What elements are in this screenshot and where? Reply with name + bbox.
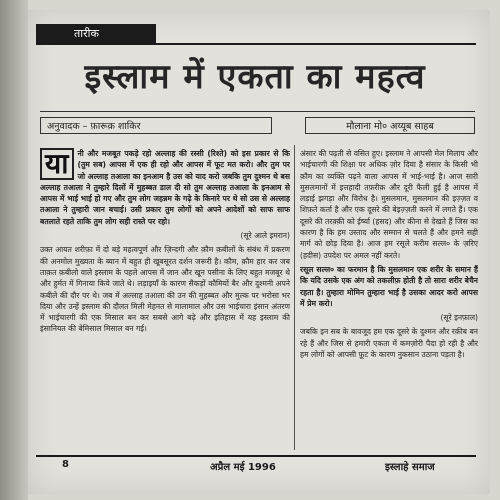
header-rule (36, 43, 476, 45)
article-paragraph: अंसार की पढ़ती से वसित हुए। इस्लाम ने आपसी मेल मिलाप और भाईचारगी की शिक्षा पर अधिक ज़ोर दिया है संसार के किसी भी क़ौम का व्यक्ति पढ़ने वाला आपस में भाई-भाई है। आज सारी मुसलमानों में इत्तहादी तफ़रीक़ और दूरी फैली हुई है आपस में लड़ाई झगड़ा और विरोध है। मुसलमान, मुसलमान की इज़्ज़त व शिफ़ते कर्ता है और एक दूसरे की बेइज़्ज़ती करने में लगते हैं। एक दूसरे की तरक़्क़ी को ईर्ष्या (हसद) और कीना से देखते हैं जिस का कारण है कि हम उस्ताद और सम्मान से चलते हैं और हमने सही मार्ग को छोड़ दिया है। आज हम रसूले करीम सल्ल० के ज़रिए (हदीस) उपदेश पर अमल नहीं करते। (300, 149, 478, 260)
source-citation: (सूरे आले इमरान) (240, 231, 290, 241)
right-column-body (300, 148, 478, 360)
drop-cap: या (40, 148, 74, 180)
issue-date: अप्रैल मई 1996 (210, 462, 276, 473)
section-label: तारीक (36, 24, 156, 44)
article-paragraph: नी और मजबूत पकड़े रहो अल्लाह की रस्सी (रिश्ते) को इस प्रकार से कि (तुम सब) आपस में एक ही रहो और आपस में फूट मत करो। और तुम पर जो अल्लाह तआला का इनआम है उस को याद करो जबकि तुम दुश्मन थे बस अल्लाह तआला ने तुम्हारे दिलों में मुहब्बत डाल दी सो तुम अल्लाह तआला के इनआम से आपस में भाई भाई हो गए और तुम लोग जहन्नम के गढ़े के किनारे पर थे सो उस से अल्लाह तआला ने तुम्हारी जान बचाई। उसी प्रकार तुम लोगों को अपने आदेशों को साफ साफ बतलाते रहते ताकि तुम लोग सही रास्ते पर रहो। (40, 149, 290, 226)
left-column-body (40, 148, 290, 335)
article-title: इस्लाम में एकता का महत्व (84, 57, 426, 97)
left-column (40, 148, 290, 448)
article-paragraph: जबकि इन सब के बावजूद हम एक दूसरे के दुश्मन और रक़ीब बन रहे हैं और जिस से हमारी एकता में कमज़ोरी पैदा हो रही है और हम लोगों को आपसी फ़ूट के कारण नुकसान उठाना पड़ता है। (300, 327, 478, 360)
title-rule (40, 111, 475, 112)
magazine-name: इस्लाहे समाज (385, 462, 435, 473)
page-number: 8 (62, 459, 69, 470)
column-divider (294, 145, 295, 450)
right-column (300, 148, 478, 448)
article-paragraph: उक्त आयत शरीफ़ा में दो बड़े महत्वपूर्ण और ज़िन्दगी और क़ौम क़बीलों के संबंध में प्रकरण की अनमोल मुख्यता के ब्यान में बहुत ही खूबसूरत दर्शन जरूरी है। कौम, क़ौम हार कर जब ताक़त क़बीलो वाले इस्लाम के पहले आपस में जान और खून पसीना के लिए बहुत मजबूर थे और हुर्मत में गिनाया किये जाते थे। लड़ाइयाँ के कारण सैकड़ों कौमियों बैर और दुश्मनी अपने कबीले की दौर पर थे। जब में अल्लाह तआला की उन की मुहब्बत और मुल्क पर भरोसा भर दिया और उन्हें इस्लाम की दौलत मिली मेहनत से मालामाल और उस भाईचारा इंसान अंतरण में भाईचारगी की एक मिसाल बन कर सबसे आगे बढ़े और इतिहास में यह इस्लाम की इंसानियत की बेमिसाल मिसाल बन गई। (40, 245, 290, 334)
page-fold (0, 0, 28, 500)
source-citation: (सूरे इनफ़ाल) (440, 313, 478, 323)
footer-rule (36, 455, 476, 457)
author-credit: मौलाना मो० अय्यूब साहब (305, 117, 475, 134)
article-paragraph: रसूल सल्ल० का फरमान है कि मुसलमान एक शरीर के समान हैं कि यदि उसके एक अंग को तकलीफ़ होती है तो सारा शरीर बेचैन रहता है। तुम्हारा मोमिन तुम्हारा भाई है उसका आदर करो आपस में प्रेम करो। (300, 264, 478, 308)
translator-credit: अनुवादक – फ़ारूक़ शाकिर (40, 117, 272, 134)
